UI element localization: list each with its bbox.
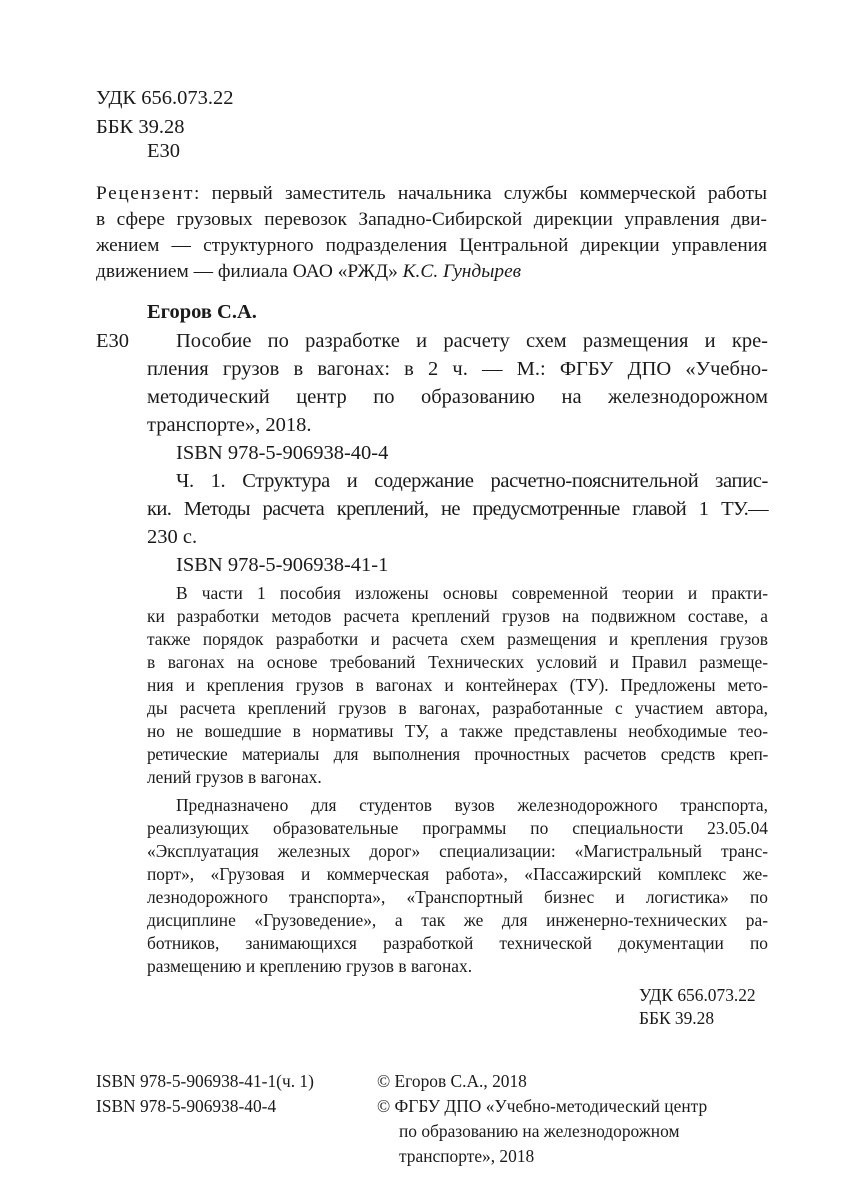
annotation-line: также порядок разработки и расчета схем размещения и крепления грузов bbox=[147, 629, 768, 649]
isbn-part: ISBN 978-5-906938-41-1 bbox=[176, 554, 389, 576]
annotation-line: «Эксплуатация железных дорог» специализации: «Магистральный транс- bbox=[147, 841, 768, 861]
annotation-line: но не вошедшие в нормативы ТУ, а также представлены необходимые тео- bbox=[147, 721, 768, 741]
annotation-line: дисциплине «Грузоведение», а так же для инженерно-технических ра- bbox=[147, 910, 768, 930]
annotation-line: ния и крепления грузов в вагонах и контейнерах (ТУ). Предложены мето- bbox=[147, 675, 768, 695]
title-line: пления грузов в вагонах: в 2 ч. — М.: ФГБУ ДПО «Учебно- bbox=[147, 358, 768, 380]
footer-isbn-set: ISBN 978-5-906938-40-4 bbox=[96, 1096, 277, 1116]
annotation-line: размещению и креплению грузов в вагонах. bbox=[147, 956, 473, 976]
annotation-line: В части 1 пособия изложены основы современной теории и практи- bbox=[176, 583, 768, 603]
part-line: Ч. 1. Структура и содержание расчетно-пояснительной запис- bbox=[176, 470, 768, 492]
title-line: транспорте», 2018. bbox=[147, 414, 312, 436]
reviewer-name: К.С. Гундырев bbox=[402, 261, 522, 282]
part-line: ки. Методы расчета креплений, не предусмотренные главой 1 ТУ.— bbox=[147, 498, 768, 520]
annotation-line: ки разработки методов расчета креплений грузов на подвижном составе, а bbox=[147, 606, 768, 626]
isbn-set: ISBN 978-5-906938-40-4 bbox=[176, 442, 389, 464]
title-line: Пособие по разработке и расчету схем размещения и кре- bbox=[176, 330, 768, 352]
footer-isbn-part: ISBN 978-5-906938-41-1(ч. 1) bbox=[96, 1071, 314, 1091]
annotation-line: порт», «Грузовая и коммерческая работа», «Пассажирский комплекс же- bbox=[147, 864, 768, 884]
annotation-line: Предназначено для студентов вузов железнодорожного транспорта, bbox=[176, 795, 768, 815]
annotation-line: ретические материалы для выполнения прочностных расчетов средств креп- bbox=[147, 744, 768, 764]
udk-code: УДК 656.073.22 bbox=[96, 87, 234, 109]
annotation-line: ботников, занимающихся разработкой технической документации по bbox=[147, 933, 768, 953]
copyright-author: © Егоров С.А., 2018 bbox=[377, 1071, 527, 1091]
bbk-code-bottom: ББК 39.28 bbox=[639, 1008, 715, 1028]
copyright-org-line: по образованию на железнодорожном bbox=[399, 1121, 680, 1141]
bbk-code: ББК 39.28 bbox=[96, 116, 185, 138]
annotation-line: ды расчета креплений грузов в вагонах, разработанные с участием автора, bbox=[147, 698, 768, 718]
udk-code-bottom: УДК 656.073.22 bbox=[639, 985, 756, 1005]
title-line: методический центр по образованию на железнодорожном bbox=[147, 386, 768, 408]
author-name: Егоров С.А. bbox=[147, 301, 257, 323]
annotation-line: реализующих образовательные программы по специальности 23.05.04 bbox=[147, 818, 768, 838]
record-mark: Е30 bbox=[96, 330, 130, 352]
part-line: 230 с. bbox=[147, 526, 198, 548]
copyright-org-line: © ФГБУ ДПО «Учебно-методический центр bbox=[377, 1096, 708, 1116]
annotation-line: в вагонах на основе требований Технических условий и Правил размеще- bbox=[147, 652, 768, 672]
annotation-line: лений грузов в вагонах. bbox=[147, 767, 322, 787]
author-mark: Е30 bbox=[147, 140, 181, 162]
reviewer-line-1: Рецензент: первый заместитель начальника службы коммерческой работы bbox=[96, 183, 767, 204]
reviewer-label: Рецензент bbox=[96, 183, 195, 204]
reviewer-line-4: движением — филиала ОАО «РЖД» К.С. Гундырев bbox=[96, 261, 522, 282]
copyright-org-line: транспорте», 2018 bbox=[399, 1146, 535, 1166]
reviewer-line-3: жением — структурного подразделения Центральной дирекции управления bbox=[96, 235, 767, 256]
reviewer-line-2: в сфере грузовых перевозок Западно-Сибирской дирекции управления дви- bbox=[96, 209, 767, 230]
annotation-line: лезнодорожного транспорта», «Транспортный бизнес и логистика» по bbox=[147, 887, 768, 907]
